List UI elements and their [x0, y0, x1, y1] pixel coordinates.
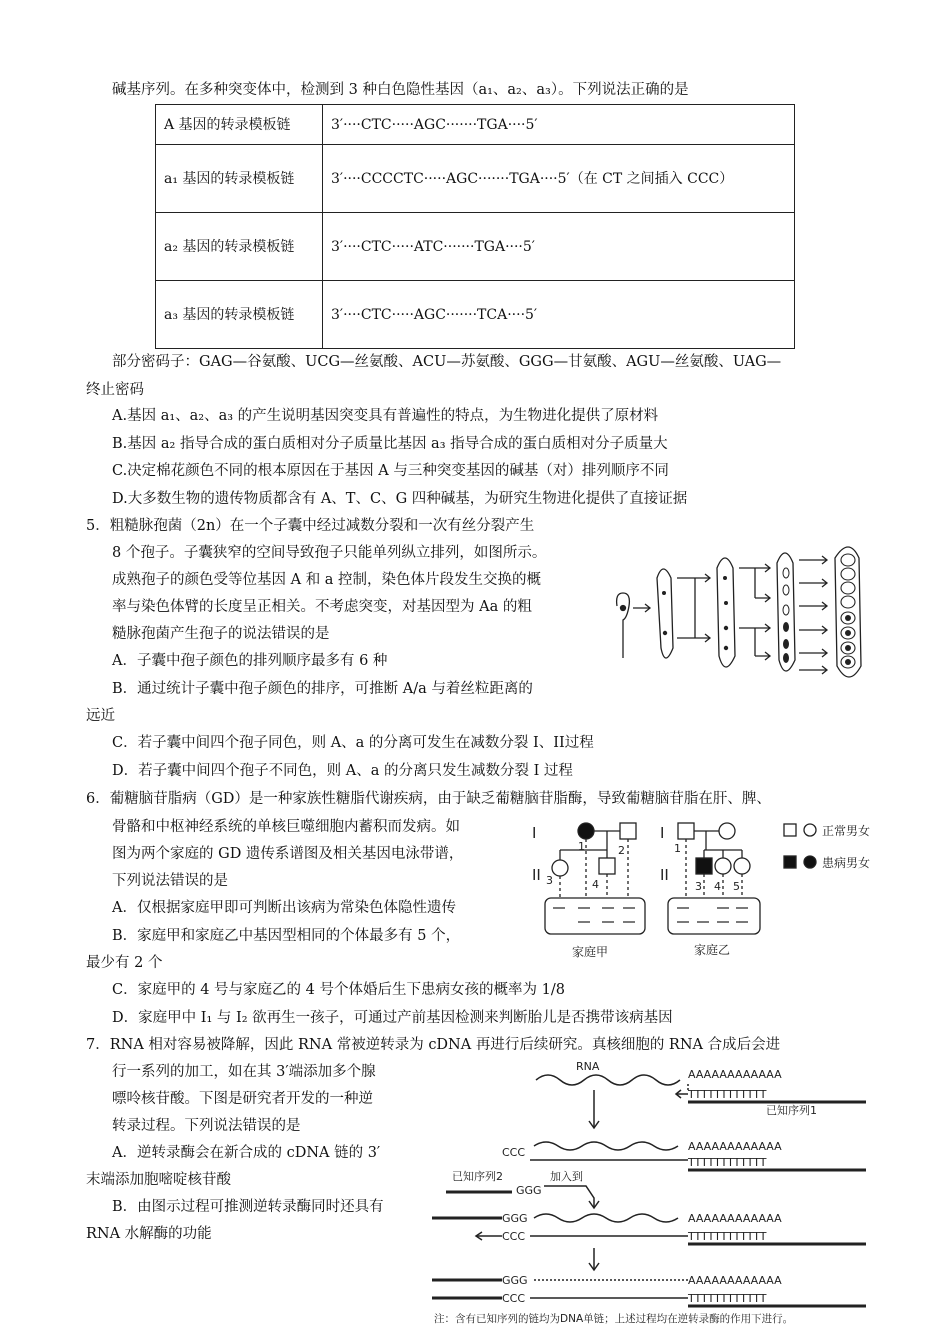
ccc-3: CCC — [502, 1230, 526, 1243]
q7-stem-1: 7．RNA 相对容易被降解，因此 RNA 常被逆转录为 cDNA 再进行后续研究。真核细胞的 RNA 合成后会进 — [86, 1037, 781, 1053]
q5-stem-4: 率与染色体臂的长度呈正相关。不考虑突变，对基因型为 Aa 的粗 — [112, 599, 532, 615]
polyA-2: AAAAAAAAAAAA — [688, 1140, 782, 1153]
q6-option-b-cont: 最少有 2 个 — [86, 955, 163, 971]
famB-label-1: 1 — [674, 842, 681, 855]
q5-stem-2: 8 个孢子。子囊狭窄的空间导致孢子只能单列纵立排列，如图所示。 — [112, 545, 547, 561]
famB-I2-female — [719, 823, 735, 839]
q6-option-a: A．仅根据家庭甲即可判断出该病为常染色体隐性遗传 — [112, 900, 456, 916]
q4-option-c: C.决定棉花颜色不同的根本原因在于基因 A 与三种突变基因的碱基（对）排列顺序不同 — [112, 463, 669, 479]
q7-stem-2: 行一系列的加工，如在其 3′端添加多个腺 — [112, 1064, 376, 1080]
q6-option-c: C．家庭甲的 4 号与家庭乙的 4 号个体婚后生下患病女孩的概率为 1/8 — [112, 982, 565, 998]
famA-II3-female — [552, 860, 568, 876]
gen-label-1-b: I — [660, 824, 665, 842]
legend-ill-male — [784, 856, 796, 868]
gene-table — [155, 104, 795, 349]
gen-label-1-a: I — [532, 824, 537, 842]
famB-caption: 家庭乙 — [694, 943, 731, 957]
polyA-3: AAAAAAAAAAAA — [688, 1212, 782, 1225]
ascus-stage-2 — [657, 569, 673, 658]
table-cell-name: a₂ 基因的转录模板链 — [156, 213, 323, 281]
polyT-4: TTTTTTTTTTTT — [688, 1292, 767, 1305]
reverse-transcription-figure — [426, 1058, 876, 1328]
table-row — [156, 281, 795, 349]
known-seq-2-label: 已知序列2 — [452, 1170, 503, 1183]
polyT-3: TTTTTTTTTTTT — [688, 1230, 767, 1243]
table-cell-seq: 3′····CTC·····AGC·······TCA····5′ — [323, 281, 795, 349]
ggg-adapter: GGG — [516, 1184, 542, 1197]
table-cell-seq: 3′····CTC·····AGC·······TGA····5′ — [323, 105, 795, 145]
famA-caption: 家庭甲 — [572, 945, 609, 959]
table-cell-name: a₁ 基因的转录模板链 — [156, 145, 323, 213]
famB-label-4: 4 — [714, 880, 721, 893]
table-row — [156, 105, 795, 145]
q5-option-b-cont: 远近 — [86, 708, 115, 724]
rna-strand-3 — [534, 1214, 678, 1222]
famA-label-3: 3 — [546, 874, 553, 887]
famA-label-2: 2 — [618, 844, 625, 857]
rna-strand-2 — [534, 1142, 678, 1150]
table-row — [156, 145, 795, 213]
figure-note: 注：含有已知序列的链均为DNA单链；上述过程均在逆转录酶的作用下进行。 — [434, 1313, 794, 1325]
famA-I2-male — [620, 823, 636, 839]
q7-stem-3: 嘌呤核苷酸。下图是研究者开发的一种逆 — [112, 1091, 373, 1107]
q4-option-a: A.基因 a₁、a₂、a₃ 的产生说明基因突变具有普遍性的特点，为生物进化提供了原材料 — [112, 408, 659, 424]
famA-gel — [545, 898, 645, 934]
q5-stem-1: 5．粗糙脉孢菌（2n）在一个子囊中经过减数分裂和一次有丝分裂产生 — [86, 518, 535, 534]
gen-label-2-b: II — [660, 866, 669, 884]
ascus-stage-3 — [717, 558, 735, 667]
q7-stem-4: 转录过程。下列说法错误的是 — [112, 1118, 301, 1134]
ascus-figure — [605, 538, 875, 688]
rna-label: RNA — [576, 1060, 600, 1073]
known-seq-1-label: 已知序列1 — [766, 1104, 817, 1117]
legend-normal-label: 正常男女 — [822, 824, 871, 838]
q4-option-d: D.大多数生物的遗传物质都含有 A、T、C、G 四种碱基，为研究生物进化提供了直接证据 — [112, 491, 688, 507]
intro-text: 碱基序列。在多种突变体中，检测到 3 种白色隐性基因（a₁、a₂、a₃）。下列说法正确的是 — [112, 82, 689, 98]
table-cell-name: A 基因的转录模板链 — [156, 105, 323, 145]
polyT-1: TTTTTTTTTTTT — [688, 1088, 767, 1101]
q5-option-b: B．通过统计子囊中孢子颜色的排序，可推断 A/a 与着丝粒距离的 — [112, 681, 533, 697]
legend-ill-label: 患病男女 — [822, 856, 871, 870]
legend-normal-female — [804, 824, 816, 836]
q5-stem-5: 糙脉孢菌产生孢子的说法错误的是 — [112, 626, 330, 642]
famA-label-4: 4 — [592, 878, 599, 891]
q5-option-a: A．子囊中孢子颜色的排列顺序最多有 6 种 — [112, 653, 388, 669]
q6-stem-3: 图为两个家庭的 GD 遗传系谱图及相关基因电泳带谱， — [112, 846, 464, 862]
q5-option-c: C．若子囊中间四个孢子同色，则 A、a 的分离可发生在减数分裂 I、II过程 — [112, 735, 594, 751]
famB-II4-female — [715, 858, 731, 874]
q5-option-d: D．若子囊中间四个孢子不同色，则 A、a 的分离只发生减数分裂 I 过程 — [112, 763, 573, 779]
q7-option-a-cont: 末端添加胞嘧啶核苷酸 — [86, 1172, 231, 1188]
famB-label-3: 3 — [695, 880, 702, 893]
q7-option-a: A．逆转录酶会在新合成的 cDNA 链的 3′ — [112, 1145, 381, 1161]
ccc-4: CCC — [502, 1292, 526, 1305]
q7-option-b: B．由图示过程可推测逆转录酶同时还具有 — [112, 1199, 384, 1215]
famA-I1-ill-female — [578, 823, 594, 839]
rna-strand-1 — [536, 1075, 680, 1085]
gen-label-2-a: II — [532, 866, 541, 884]
polyA-4: AAAAAAAAAAAA — [688, 1274, 782, 1287]
famB-label-5: 5 — [733, 880, 740, 893]
pedigree-figure — [520, 818, 890, 964]
q6-option-d: D．家庭甲中 I₁ 与 I₂ 欲再生一孩子，可通过产前基因检测来判断胎儿是否携带该病基因 — [112, 1010, 673, 1026]
codon-note: 部分密码子：GAG—谷氨酸、UCG—丝氨酸、ACU—苏氨酸、GGG—甘氨酸、AGU—丝氨酸、UAG— — [112, 354, 782, 370]
table-cell-name: a₃ 基因的转录模板链 — [156, 281, 323, 349]
legend-ill-female — [804, 856, 816, 868]
q6-stem-1: 6．葡糖脑苷脂病（GD）是一种家族性糖脂代谢疾病，由于缺乏葡糖脑苷脂酶，导致葡糖脑苷脂在肝、脾、 — [86, 791, 771, 807]
ggg-3: GGG — [502, 1212, 528, 1225]
famB-II5-female — [734, 858, 750, 874]
famA-label-1: 1 — [578, 840, 585, 853]
legend-normal-male — [784, 824, 796, 836]
ggg-4: GGG — [502, 1274, 528, 1287]
ascus-initial-cell — [617, 593, 630, 658]
codon-note-cont: 终止密码 — [86, 382, 144, 398]
ccc-2: CCC — [502, 1146, 526, 1159]
q6-stem-2: 骨骼和中枢神经系统的单核巨噬细胞内蓄积而发病。如 — [112, 819, 460, 835]
table-row — [156, 213, 795, 281]
add-to-label: 加入到 — [550, 1170, 583, 1183]
q6-stem-4: 下列说法错误的是 — [112, 873, 228, 889]
q4-option-b: B.基因 a₂ 指导合成的蛋白质相对分子质量比基因 a₃ 指导合成的蛋白质相对分子质量大 — [112, 436, 668, 452]
q6-option-b: B．家庭甲和家庭乙中基因型相同的个体最多有 5 个， — [112, 928, 461, 944]
polyA-1: AAAAAAAAAAAA — [688, 1068, 782, 1081]
table-cell-seq: 3′····CTC·····ATC·······TGA····5′ — [323, 213, 795, 281]
q5-stem-3: 成熟孢子的颜色受等位基因 A 和 a 控制，染色体片段发生交换的概 — [112, 572, 542, 588]
famB-gel — [668, 898, 760, 934]
table-cell-seq: 3′····CCCCTC·····AGC·······TGA····5′（在 CT 之间插入 CCC） — [323, 145, 795, 213]
famA-II4-male — [599, 858, 615, 874]
famB-I1-male — [678, 823, 694, 839]
famB-II3-ill-male — [696, 858, 712, 874]
polyT-2: TTTTTTTTTTTT — [688, 1156, 767, 1169]
q7-option-b-cont: RNA 水解酶的功能 — [86, 1226, 212, 1242]
